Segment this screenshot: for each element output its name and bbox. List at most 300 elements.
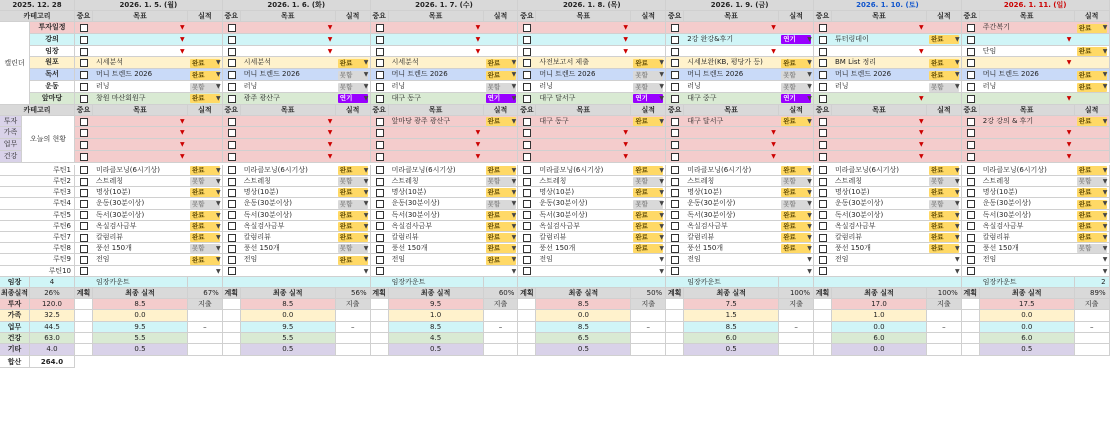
status-badge[interactable]: 완료 [190,59,220,68]
goal-text[interactable] [684,151,779,163]
goal-text[interactable]: 2강 완강&후기 [684,34,779,46]
goal-text[interactable] [389,22,484,34]
status-badge[interactable]: 완료 [1077,233,1107,242]
chevron-down-icon[interactable]: ▼ [475,129,481,137]
goal-text[interactable] [93,46,188,58]
importance-checkbox[interactable] [228,36,236,44]
importance-checkbox[interactable] [967,211,975,219]
goal-text[interactable] [93,116,188,128]
importance-checkbox[interactable] [819,234,827,242]
routine-goal[interactable]: 칼럼리뷰 [832,232,927,243]
chevron-down-icon[interactable]: ▼ [363,267,369,275]
status-badge[interactable]: 못함 [781,200,811,209]
status-badge[interactable]: 못함 [338,244,368,253]
status-badge[interactable]: 완료 [781,211,811,220]
chevron-down-icon[interactable]: ▼ [363,200,369,208]
importance-checkbox[interactable] [80,166,88,174]
importance-checkbox[interactable] [671,48,679,56]
goal-text[interactable]: 머니 트렌드 2026 [832,69,927,81]
chevron-down-icon[interactable]: ▼ [180,47,185,55]
chevron-down-icon[interactable]: ▼ [511,83,517,90]
chevron-down-icon[interactable]: ▼ [363,222,369,230]
routine-goal[interactable]: 풍선 150개 [93,243,188,254]
goal-text[interactable] [684,127,779,139]
goal-text[interactable] [93,139,188,151]
importance-checkbox[interactable] [80,141,88,149]
chevron-down-icon[interactable]: ▼ [659,166,665,174]
status-badge[interactable]: 완료 [633,59,663,68]
chevron-down-icon[interactable]: ▼ [623,129,629,137]
goal-text[interactable]: 대구 동구 [389,93,484,105]
chevron-down-icon[interactable]: ▼ [659,256,665,264]
chevron-down-icon[interactable]: ▼ [363,245,369,253]
chevron-down-icon[interactable]: ▼ [216,189,221,197]
chevron-down-icon[interactable]: ▼ [807,234,812,241]
status-badge[interactable]: 연기 [781,35,811,44]
chevron-down-icon[interactable]: ▼ [1102,222,1108,230]
goal-text[interactable] [536,151,631,163]
chevron-down-icon[interactable]: ▼ [1102,24,1108,31]
importance-checkbox[interactable] [80,189,88,197]
importance-checkbox[interactable] [523,267,531,275]
chevron-down-icon[interactable]: ▼ [363,211,369,219]
status-badge[interactable]: 완료 [929,244,959,253]
goal-text[interactable]: 시세분석 [241,57,336,69]
importance-checkbox[interactable] [819,71,827,79]
importance-checkbox[interactable] [967,36,975,44]
goal-text[interactable]: 러닝 [536,81,631,93]
importance-checkbox[interactable] [376,24,384,32]
routine-goal[interactable]: 미라클모닝(6시기상) [980,165,1075,176]
routine-goal[interactable] [832,266,927,277]
importance-checkbox[interactable] [228,234,236,242]
goal-text[interactable]: 창원 마산회원구 [93,93,188,105]
goal-text[interactable] [389,151,484,163]
status-badge[interactable]: 완료 [929,222,959,231]
importance-checkbox[interactable] [80,211,88,219]
importance-checkbox[interactable] [523,48,531,56]
importance-checkbox[interactable] [523,71,531,79]
chevron-down-icon[interactable]: ▼ [1102,267,1108,275]
chevron-down-icon[interactable]: ▼ [1066,153,1072,160]
routine-goal[interactable] [536,266,631,277]
importance-checkbox[interactable] [80,256,88,264]
routine-goal[interactable]: 독서(30분이상) [536,210,631,221]
chevron-down-icon[interactable]: ▼ [511,117,517,125]
routine-goal[interactable]: 옥실검사금부 [684,221,779,232]
status-badge[interactable]: 완료 [633,166,663,175]
goal-text[interactable] [684,46,779,58]
routine-goal[interactable] [980,266,1075,277]
chevron-down-icon[interactable]: ▼ [1102,83,1108,90]
chevron-down-icon[interactable]: ▼ [475,153,481,160]
status-badge[interactable]: 완료 [338,256,368,265]
routine-goal[interactable]: 명상(10분) [684,187,779,198]
status-badge[interactable]: 완료 [338,222,368,231]
chevron-down-icon[interactable]: ▼ [659,59,665,67]
importance-checkbox[interactable] [819,129,827,137]
routine-goal[interactable] [389,266,484,277]
chevron-down-icon[interactable]: ▼ [511,267,517,275]
status-badge[interactable]: 완료 [781,244,811,253]
importance-checkbox[interactable] [967,71,975,79]
importance-checkbox[interactable] [967,200,975,208]
chevron-down-icon[interactable]: ▼ [659,211,665,219]
routine-goal[interactable]: 독서(30분이상) [832,210,927,221]
importance-checkbox[interactable] [523,118,531,126]
status-badge[interactable]: 완료 [633,117,663,126]
importance-checkbox[interactable] [523,95,531,103]
chevron-down-icon[interactable]: ▼ [363,166,369,174]
chevron-down-icon[interactable]: ▼ [807,94,812,102]
chevron-down-icon[interactable]: ▼ [955,83,960,90]
status-badge[interactable]: 완료 [1077,24,1107,33]
status-badge[interactable]: 완료 [781,233,811,242]
status-badge[interactable]: 못함 [781,71,811,80]
importance-checkbox[interactable] [967,141,975,149]
goal-text[interactable]: 시세분석 [93,57,188,69]
chevron-down-icon[interactable]: ▼ [475,47,481,55]
status-badge[interactable]: 완료 [633,211,663,220]
goal-text[interactable]: 광주 광산구 [241,93,336,105]
routine-goal[interactable]: 칼럼리뷰 [980,232,1075,243]
chevron-down-icon[interactable]: ▼ [216,245,221,253]
status-badge[interactable]: 완료 [338,166,368,175]
routine-goal[interactable]: 미라클모닝(6시기상) [832,165,927,176]
routine-goal[interactable] [684,266,779,277]
goal-text[interactable]: 대구 중구 [684,93,779,105]
chevron-down-icon[interactable]: ▼ [807,71,812,79]
importance-checkbox[interactable] [523,178,531,186]
chevron-down-icon[interactable]: ▼ [511,59,517,67]
status-badge[interactable]: 완료 [1077,83,1107,92]
importance-checkbox[interactable] [80,245,88,253]
status-badge[interactable]: 완료 [781,59,811,68]
chevron-down-icon[interactable]: ▼ [1102,117,1108,125]
importance-checkbox[interactable] [228,129,236,137]
status-badge[interactable]: 완료 [1077,188,1107,197]
chevron-down-icon[interactable]: ▼ [180,141,185,149]
goal-text[interactable] [241,34,336,46]
goal-text[interactable]: 러닝 [389,81,484,93]
goal-text[interactable]: 앞마당 광주 광산구 [389,116,484,128]
importance-checkbox[interactable] [671,141,679,149]
goal-text[interactable]: 머니 트렌드 2026 [389,69,484,81]
chevron-down-icon[interactable]: ▼ [807,189,812,197]
importance-checkbox[interactable] [671,129,679,137]
chevron-down-icon[interactable]: ▼ [511,234,517,241]
chevron-down-icon[interactable]: ▼ [807,245,812,253]
chevron-down-icon[interactable]: ▼ [216,94,221,102]
status-badge[interactable]: 완료 [1077,166,1107,175]
goal-text[interactable] [241,151,336,163]
routine-goal[interactable]: 명상(10분) [980,187,1075,198]
chevron-down-icon[interactable]: ▼ [180,129,185,137]
goal-text[interactable] [536,127,631,139]
chevron-down-icon[interactable]: ▼ [919,153,924,160]
routine-goal[interactable]: 전임 [389,254,484,265]
chevron-down-icon[interactable]: ▼ [1066,141,1072,149]
importance-checkbox[interactable] [671,256,679,264]
importance-checkbox[interactable] [523,59,531,67]
chevron-down-icon[interactable]: ▼ [1102,178,1108,185]
chevron-down-icon[interactable]: ▼ [955,222,960,230]
importance-checkbox[interactable] [228,71,236,79]
importance-checkbox[interactable] [967,189,975,197]
chevron-down-icon[interactable]: ▼ [363,59,369,67]
chevron-down-icon[interactable]: ▼ [659,267,665,275]
status-badge[interactable]: 완료 [338,211,368,220]
status-badge[interactable]: 못함 [486,200,516,209]
status-badge[interactable]: 완료 [929,35,959,44]
routine-goal[interactable]: 스트레칭 [832,176,927,187]
chevron-down-icon[interactable]: ▼ [955,211,960,219]
chevron-down-icon[interactable]: ▼ [807,200,812,208]
importance-checkbox[interactable] [819,95,827,103]
chevron-down-icon[interactable]: ▼ [807,59,812,67]
importance-checkbox[interactable] [376,166,384,174]
routine-goal[interactable]: 미라클모닝(6시기상) [684,165,779,176]
status-badge[interactable]: 못함 [633,71,663,80]
chevron-down-icon[interactable]: ▼ [327,129,333,137]
routine-goal[interactable]: 옥실검사금부 [389,221,484,232]
goal-text[interactable]: 시세분석 [389,57,484,69]
routine-goal[interactable]: 독서(30분이상) [980,210,1075,221]
routine-goal[interactable] [93,266,188,277]
chevron-down-icon[interactable]: ▼ [216,178,221,185]
chevron-down-icon[interactable]: ▼ [327,47,333,55]
importance-checkbox[interactable] [228,141,236,149]
goal-text[interactable]: 머니 트렌드 2026 [241,69,336,81]
status-badge[interactable]: 완료 [338,59,368,68]
status-badge[interactable]: 완료 [190,166,220,175]
goal-text[interactable] [832,93,927,105]
importance-checkbox[interactable] [523,83,531,91]
importance-checkbox[interactable] [671,166,679,174]
goal-text[interactable] [536,34,631,46]
importance-checkbox[interactable] [80,153,88,161]
status-badge[interactable]: 완료 [190,71,220,80]
chevron-down-icon[interactable]: ▼ [327,35,333,43]
importance-checkbox[interactable] [523,222,531,230]
chevron-down-icon[interactable]: ▼ [511,189,517,197]
importance-checkbox[interactable] [671,245,679,253]
chevron-down-icon[interactable]: ▼ [475,141,481,149]
chevron-down-icon[interactable]: ▼ [919,94,924,102]
goal-text[interactable] [980,127,1075,139]
routine-goal[interactable]: 운동(30분이상) [684,198,779,209]
importance-checkbox[interactable] [671,153,679,161]
importance-checkbox[interactable] [80,234,88,242]
importance-checkbox[interactable] [671,36,679,44]
importance-checkbox[interactable] [819,24,827,32]
importance-checkbox[interactable] [228,48,236,56]
importance-checkbox[interactable] [228,178,236,186]
goal-text[interactable]: BM List 정리 [832,57,927,69]
chevron-down-icon[interactable]: ▼ [955,71,960,79]
chevron-down-icon[interactable]: ▼ [327,24,333,31]
importance-checkbox[interactable] [819,178,827,186]
chevron-down-icon[interactable]: ▼ [216,166,221,174]
importance-checkbox[interactable] [523,200,531,208]
status-badge[interactable]: 연기 [486,94,516,103]
status-badge[interactable]: 완료 [190,188,220,197]
chevron-down-icon[interactable]: ▼ [327,153,333,160]
chevron-down-icon[interactable]: ▼ [955,245,960,253]
goal-text[interactable] [241,139,336,151]
importance-checkbox[interactable] [967,48,975,56]
routine-goal[interactable]: 스트레칭 [389,176,484,187]
importance-checkbox[interactable] [671,189,679,197]
chevron-down-icon[interactable]: ▼ [216,200,221,208]
goal-text[interactable] [832,127,927,139]
routine-goal[interactable] [241,266,336,277]
routine-goal[interactable]: 미라클모닝(6시기상) [93,165,188,176]
status-badge[interactable]: 완료 [781,166,811,175]
routine-goal[interactable]: 명상(10분) [241,187,336,198]
goal-text[interactable] [241,116,336,128]
status-badge[interactable]: 완료 [486,244,516,253]
importance-checkbox[interactable] [376,234,384,242]
status-badge[interactable]: 못함 [190,244,220,253]
routine-goal[interactable]: 옥실검사금부 [93,221,188,232]
chevron-down-icon[interactable]: ▼ [955,256,960,264]
status-badge[interactable]: 완료 [929,59,959,68]
chevron-down-icon[interactable]: ▼ [955,166,960,174]
goal-text[interactable] [980,57,1075,69]
importance-checkbox[interactable] [671,71,679,79]
status-badge[interactable]: 완료 [338,188,368,197]
importance-checkbox[interactable] [671,118,679,126]
chevron-down-icon[interactable]: ▼ [623,24,629,31]
status-badge[interactable]: 완료 [486,71,516,80]
chevron-down-icon[interactable]: ▼ [659,189,665,197]
goal-text[interactable]: 머니 트렌드 2026 [536,69,631,81]
goal-text[interactable] [980,93,1075,105]
goal-text[interactable] [536,139,631,151]
chevron-down-icon[interactable]: ▼ [807,35,812,43]
goal-text[interactable] [832,139,927,151]
status-badge[interactable]: 못함 [633,177,663,186]
goal-text[interactable] [980,34,1075,46]
goal-text[interactable]: 러닝 [832,81,927,93]
chevron-down-icon[interactable]: ▼ [1066,35,1072,43]
status-badge[interactable]: 완료 [190,211,220,220]
status-badge[interactable]: 완료 [781,222,811,231]
chevron-down-icon[interactable]: ▼ [327,117,333,125]
chevron-down-icon[interactable]: ▼ [955,178,960,185]
routine-goal[interactable]: 스트레칭 [684,176,779,187]
chevron-down-icon[interactable]: ▼ [511,94,517,102]
importance-checkbox[interactable] [967,83,975,91]
chevron-down-icon[interactable]: ▼ [511,222,517,230]
chevron-down-icon[interactable]: ▼ [771,24,776,31]
chevron-down-icon[interactable]: ▼ [363,178,369,185]
importance-checkbox[interactable] [671,59,679,67]
goal-text[interactable] [832,151,927,163]
importance-checkbox[interactable] [819,83,827,91]
status-badge[interactable]: 못함 [338,200,368,209]
importance-checkbox[interactable] [376,95,384,103]
importance-checkbox[interactable] [819,245,827,253]
chevron-down-icon[interactable]: ▼ [623,141,629,149]
importance-checkbox[interactable] [376,245,384,253]
importance-checkbox[interactable] [819,222,827,230]
importance-checkbox[interactable] [376,178,384,186]
status-badge[interactable]: 완료 [1077,47,1107,56]
status-badge[interactable]: 완료 [633,244,663,253]
chevron-down-icon[interactable]: ▼ [659,83,665,90]
importance-checkbox[interactable] [80,200,88,208]
importance-checkbox[interactable] [967,118,975,126]
routine-goal[interactable]: 풍선 150개 [241,243,336,254]
status-badge[interactable]: 완료 [633,222,663,231]
routine-goal[interactable]: 칼럼리뷰 [389,232,484,243]
routine-goal[interactable]: 칼럼리뷰 [93,232,188,243]
status-badge[interactable]: 못함 [633,200,663,209]
routine-goal[interactable]: 스트레칭 [980,176,1075,187]
importance-checkbox[interactable] [376,129,384,137]
goal-text[interactable] [93,22,188,34]
routine-goal[interactable]: 운동(30분이상) [241,198,336,209]
routine-goal[interactable]: 운동(30분이상) [389,198,484,209]
chevron-down-icon[interactable]: ▼ [1102,189,1108,197]
status-badge[interactable]: 완료 [486,117,516,126]
importance-checkbox[interactable] [376,118,384,126]
goal-text[interactable] [980,151,1075,163]
importance-checkbox[interactable] [228,118,236,126]
goal-text[interactable] [536,46,631,58]
importance-checkbox[interactable] [671,83,679,91]
importance-checkbox[interactable] [376,83,384,91]
chevron-down-icon[interactable]: ▼ [180,24,185,31]
goal-text[interactable] [93,34,188,46]
goal-text[interactable] [389,127,484,139]
status-badge[interactable]: 완료 [486,188,516,197]
importance-checkbox[interactable] [819,118,827,126]
importance-checkbox[interactable] [80,267,88,275]
goal-text[interactable]: 단임 [980,46,1075,58]
importance-checkbox[interactable] [819,36,827,44]
importance-checkbox[interactable] [228,95,236,103]
chevron-down-icon[interactable]: ▼ [216,267,221,275]
status-badge[interactable]: 못함 [929,83,959,92]
importance-checkbox[interactable] [671,200,679,208]
status-badge[interactable]: 연기 [338,94,368,103]
status-badge[interactable]: 못함 [1077,244,1107,253]
chevron-down-icon[interactable]: ▼ [623,35,629,43]
chevron-down-icon[interactable]: ▼ [511,178,517,185]
importance-checkbox[interactable] [671,95,679,103]
status-badge[interactable]: 완료 [929,71,959,80]
status-badge[interactable]: 못함 [338,71,368,80]
goal-text[interactable]: 사전보고서 제출 [536,57,631,69]
goal-text[interactable] [241,46,336,58]
importance-checkbox[interactable] [967,178,975,186]
goal-text[interactable] [93,151,188,163]
chevron-down-icon[interactable]: ▼ [511,200,517,208]
importance-checkbox[interactable] [228,24,236,32]
status-badge[interactable]: 완료 [633,188,663,197]
importance-checkbox[interactable] [80,36,88,44]
importance-checkbox[interactable] [376,141,384,149]
routine-goal[interactable]: 운동(30분이상) [980,198,1075,209]
importance-checkbox[interactable] [819,153,827,161]
importance-checkbox[interactable] [228,211,236,219]
importance-checkbox[interactable] [523,234,531,242]
routine-goal[interactable]: 독서(30분이상) [93,210,188,221]
importance-checkbox[interactable] [376,59,384,67]
